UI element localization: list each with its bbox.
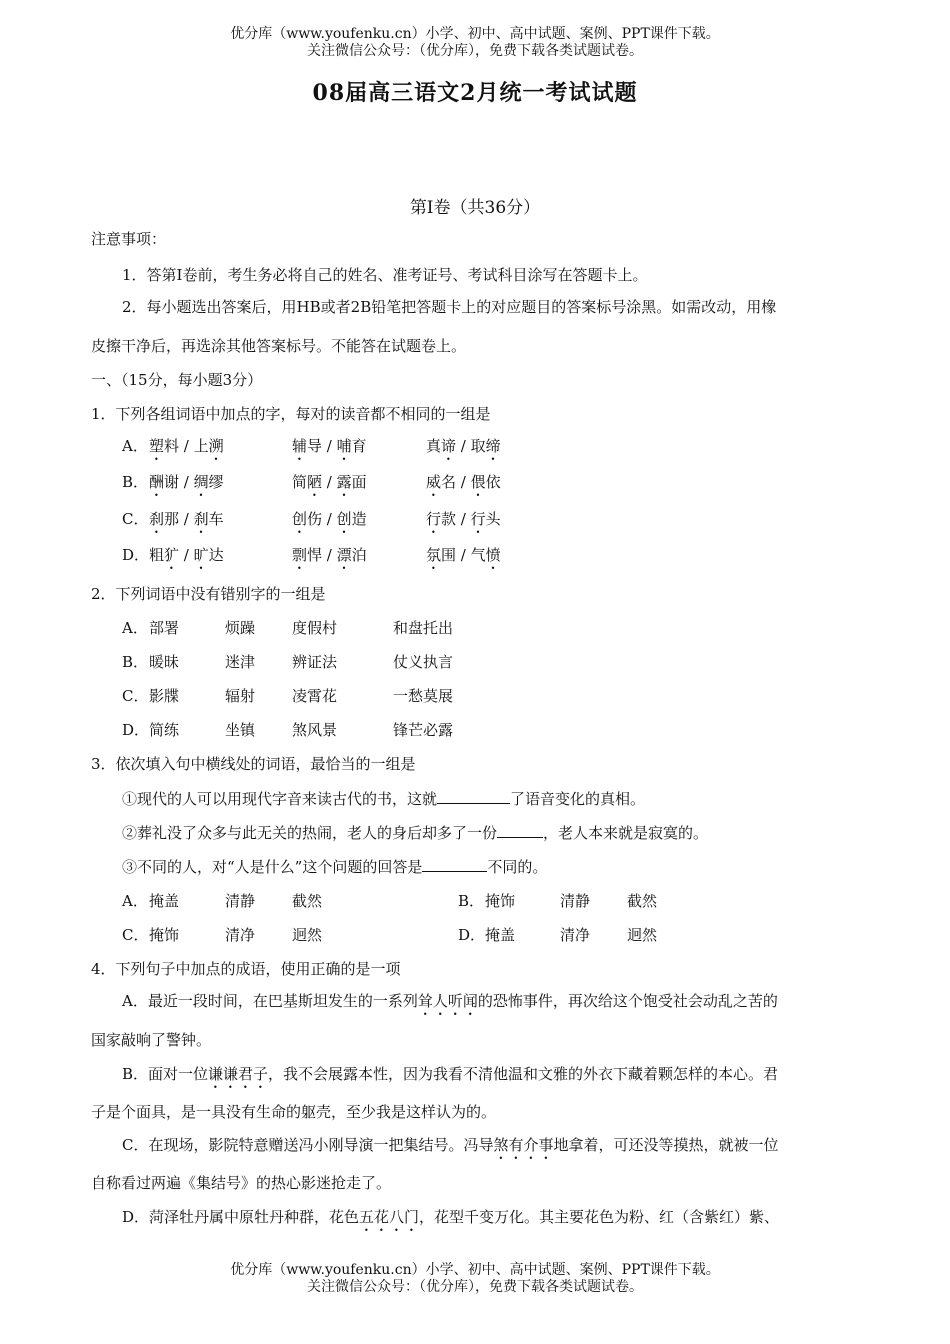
q2-C-word1: 影牒	[149, 687, 180, 705]
q3-A-word1: 掩盖	[149, 892, 180, 910]
q3-D-word3: 迥然	[627, 926, 658, 944]
blank-3	[422, 857, 487, 872]
header-line-2: 关注微信公众号：（优分库），免费下载各类试题试卷。	[307, 43, 643, 59]
q1-B-group2: 简陋 / 露面	[292, 473, 367, 491]
q1-stem: 1．下列各组词语中加点的字，每对的读音都不相同的一组是	[91, 405, 491, 423]
q1-C-group3: 行款 / 行头	[426, 510, 501, 528]
q4-stem: 4．下列句子中加点的成语，使用正确的是一项	[91, 960, 401, 978]
q3-B-label: B．	[458, 892, 485, 910]
q1-C-label: C．	[122, 510, 149, 528]
q2-D-label: D．	[122, 721, 150, 739]
q3-C-word1: 掩饰	[149, 926, 180, 944]
q3-B-word3: 截然	[627, 892, 658, 910]
q4-D-line1: D．菏泽牡丹属中原牡丹种群，花色五花八门，花型千变万化。其主要花色为粉、红（含紫红）紫、	[122, 1208, 780, 1226]
q3-C-label: C．	[122, 926, 149, 944]
footer-line-2: 关注微信公众号：（优分库），免费下载各类试题试卷。	[307, 1279, 643, 1295]
q1-D-label: D．	[122, 546, 150, 564]
q3-B-word2: 清静	[560, 892, 591, 910]
q2-D-word1: 简练	[149, 721, 180, 739]
q2-C-word4: 一愁莫展	[393, 687, 454, 705]
q1-A-group3: 真谛 / 取缔	[426, 437, 501, 455]
q2-A-label: A．	[122, 619, 148, 637]
q4-B-line2: 子是个面具，是一具没有生命的躯壳，至少我是这样认为的。	[91, 1103, 497, 1121]
blank-1	[437, 789, 510, 804]
q2-B-label: B．	[122, 653, 149, 671]
note-2a: 2．每小题选出答案后，用HB或者2B铅笔把答题卡上的对应题目的答案标号涂黑。如需改动，用橡	[122, 298, 777, 316]
q3-B-word1: 掩饰	[485, 892, 516, 910]
q2-A-word4: 和盘托出	[393, 619, 454, 637]
q1-D-group2: 剽悍 / 漂泊	[292, 546, 367, 564]
q1-A-group2: 辅导 / 哺育	[292, 437, 367, 455]
q3-D-word1: 掩盖	[485, 926, 516, 944]
q2-stem: 2．下列词语中没有错别字的一组是	[91, 585, 326, 603]
q1-A-group1: 塑料 / 上溯	[149, 437, 224, 455]
footer-line-1: 优分库（www.youfenku.cn）小学、初中、高中试题、案例、PPT课件下载。	[230, 1262, 720, 1278]
q2-D-word2: 坐镇	[225, 721, 256, 739]
note-1: 1．答第Ⅰ卷前，考生务必将自己的姓名、准考证号、考试科目涂写在答题卡上。	[122, 266, 648, 284]
q2-A-word3: 度假村	[292, 619, 338, 637]
q2-B-word4: 仗义执言	[393, 653, 454, 671]
q3-A-word3: 截然	[292, 892, 323, 910]
q3-stem: 3．依次填入句中横线处的词语，最恰当的一组是	[91, 755, 416, 773]
notes-heading: 注意事项：	[91, 230, 167, 248]
q4-A-line1: A．最近一段时间，在巴基斯坦发生的一系列耸人听闻的恐怖事件，再次给这个饱受社会动乱之苦的	[122, 992, 778, 1010]
q2-C-word3: 凌霄花	[292, 687, 338, 705]
exam-title: 08届高三语文2月统一考试试题	[312, 80, 638, 106]
q2-B-word3: 辨证法	[292, 653, 338, 671]
blank-2	[497, 823, 543, 838]
q3-D-label: D．	[458, 926, 486, 944]
q2-D-word4: 锋芒必露	[393, 721, 454, 739]
q4-C-line1: C．在现场，影院特意赠送冯小刚导演一把集结号。冯导煞有介事地拿着，可还没等摸热，就被一位	[122, 1136, 779, 1154]
q3-A-label: A．	[122, 892, 148, 910]
q1-A-label: A．	[122, 437, 148, 455]
q3-A-word2: 清静	[225, 892, 256, 910]
volume-heading: 第Ⅰ卷（共36分）	[409, 198, 541, 218]
q3-C-word2: 清净	[225, 926, 256, 944]
header-line-1: 优分库（www.youfenku.cn）小学、初中、高中试题、案例、PPT课件下载。	[230, 26, 720, 42]
q2-C-word2: 辐射	[225, 687, 256, 705]
q3-sentence-3: ③不同的人，对“人是什么”这个问题的回答是 不同的。	[122, 858, 548, 876]
section-1-heading: 一、（15分，每小题3分）	[91, 371, 263, 389]
q2-A-word1: 部署	[149, 619, 180, 637]
q1-B-group3: 威名 / 偎依	[426, 473, 501, 491]
q2-D-word3: 煞风景	[292, 721, 338, 739]
q3-C-word3: 迥然	[292, 926, 323, 944]
q2-A-word2: 烦躁	[225, 619, 256, 637]
q1-B-label: B．	[122, 473, 149, 491]
q2-B-word1: 暖昧	[149, 653, 180, 671]
q1-C-group2: 创伤 / 创造	[292, 510, 367, 528]
q4-A-line2: 国家敲响了警钟。	[91, 1031, 212, 1049]
q1-D-group1: 粗犷 / 旷达	[149, 546, 224, 564]
note-2b: 皮擦干净后，再选涂其他答案标号。不能答在试题卷上。	[91, 337, 467, 355]
q3-D-word2: 清净	[560, 926, 591, 944]
q2-B-word2: 迷津	[225, 653, 256, 671]
q1-B-group1: 酬谢 / 绸缪	[149, 473, 224, 491]
q3-sentence-2: ②葬礼没了众多与此无关的热闹，老人的身后却多了一份 ，老人本来就是寂寞的。	[122, 824, 709, 842]
q3-sentence-1: ①现代的人可以用现代字音来读古代的书，这就 了语音变化的真相。	[122, 790, 646, 808]
q1-C-group1: 刹那 / 刹车	[149, 510, 224, 528]
q4-B-line1: B．面对一位谦谦君子，我不会展露本性，因为我看不清他温和文雅的外衣下藏着颗怎样的本心。君	[122, 1065, 779, 1083]
q4-C-line2: 自称看过两遍《集结号》的热心影迷抢走了。	[91, 1174, 392, 1192]
q1-D-group3: 氛围 / 气愤	[426, 546, 501, 564]
q2-C-label: C．	[122, 687, 149, 705]
